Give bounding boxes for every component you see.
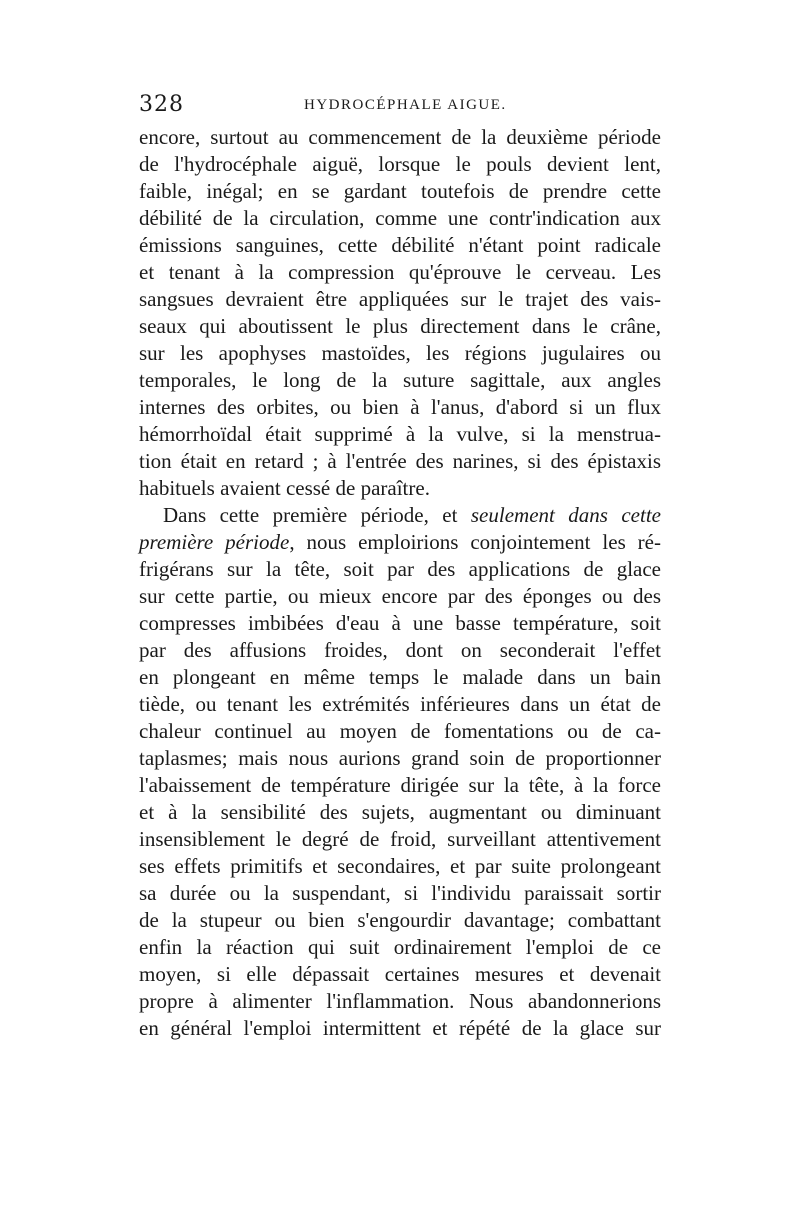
text-line bbox=[139, 988, 661, 1015]
line-text: par des affusions froides, dont on seconderait l'effet bbox=[139, 638, 661, 662]
line-text: moyen, si elle dépassait certaines mesures et devenait bbox=[139, 962, 661, 986]
line-text: Dans cette première période, et bbox=[163, 503, 471, 527]
text-line bbox=[139, 259, 661, 286]
line-text: propre à alimenter l'inflammation. Nous abandonnerions bbox=[139, 989, 661, 1013]
line-text: , nous emploirions conjointement les ré- bbox=[289, 530, 661, 554]
body-text bbox=[139, 124, 661, 1042]
line-text: habituels avaient cessé de paraître. bbox=[139, 476, 430, 500]
line-text: internes des orbites, ou bien à l'anus, d'abord si un flux bbox=[139, 395, 661, 419]
text-line bbox=[139, 124, 661, 151]
page-number: 328 bbox=[139, 92, 184, 117]
text-line bbox=[139, 475, 661, 502]
text-line bbox=[139, 745, 661, 772]
line-text: enfin la réaction qui suit ordinairement l'emploi de ce bbox=[139, 935, 661, 959]
line-text: sa durée ou la suspendant, si l'individu paraissait sortir bbox=[139, 881, 661, 905]
line-text: tiède, ou tenant les extrémités inférieures dans un état de bbox=[139, 692, 661, 716]
line-text: taplasmes; mais nous aurions grand soin de proportionner bbox=[139, 746, 661, 770]
line-text: faible, inégal; en se gardant toutefois de prendre cette bbox=[139, 179, 661, 203]
line-text: sur cette partie, ou mieux encore par des éponges ou des bbox=[139, 584, 661, 608]
text-line bbox=[139, 934, 661, 961]
line-text: sangsues devraient être appliquées sur le trajet des vais- bbox=[139, 287, 661, 311]
text-line bbox=[139, 691, 661, 718]
text-line bbox=[139, 799, 661, 826]
text-line bbox=[139, 853, 661, 880]
text-line bbox=[139, 772, 661, 799]
line-text: frigérans sur la tête, soit par des applications de glace bbox=[139, 557, 661, 581]
emphasized-text: première période bbox=[139, 530, 290, 554]
text-line bbox=[139, 448, 661, 475]
text-line bbox=[139, 907, 661, 934]
line-text: l'abaissement de température dirigée sur la tête, à la force bbox=[139, 773, 661, 797]
emphasized-text: seulement dans cette bbox=[470, 503, 661, 527]
line-text: de la stupeur ou bien s'engourdir davantage; combattant bbox=[139, 908, 661, 932]
running-head bbox=[139, 92, 661, 118]
text-line bbox=[139, 610, 661, 637]
line-text: temporales, le long de la suture sagittale, aux angles bbox=[139, 368, 661, 392]
line-text: et à la sensibilité des sujets, augmentant ou diminuant bbox=[139, 800, 661, 824]
text-line bbox=[139, 583, 661, 610]
text-line bbox=[139, 556, 661, 583]
text-line bbox=[139, 637, 661, 664]
line-text: insensiblement le degré de froid, surveillant attentivement bbox=[139, 827, 661, 851]
text-line bbox=[139, 664, 661, 691]
text-line bbox=[139, 826, 661, 853]
text-line bbox=[139, 313, 661, 340]
text-line bbox=[139, 880, 661, 907]
text-line bbox=[139, 205, 661, 232]
line-text: en général l'emploi intermittent et répété de la glace sur bbox=[139, 1016, 661, 1040]
text-line bbox=[139, 232, 661, 259]
line-text: ses effets primitifs et secondaires, et par suite prolongeant bbox=[139, 854, 661, 878]
text-line bbox=[139, 394, 661, 421]
text-line bbox=[139, 178, 661, 205]
text-line bbox=[139, 367, 661, 394]
text-line bbox=[139, 151, 661, 178]
text-line bbox=[139, 1015, 661, 1042]
line-text: émissions sanguines, cette débilité n'étant point radicale bbox=[139, 233, 661, 257]
line-text: en plongeant en même temps le malade dans un bain bbox=[139, 665, 661, 689]
text-line bbox=[139, 502, 661, 529]
line-text: compresses imbibées d'eau à une basse température, soit bbox=[139, 611, 661, 635]
text-line bbox=[139, 529, 661, 556]
running-title: HYDROCÉPHALE AIGUE. bbox=[304, 97, 507, 113]
line-text: débilité de la circulation, comme une contr'indication aux bbox=[139, 206, 661, 230]
line-text: et tenant à la compression qu'éprouve le cerveau. Les bbox=[139, 260, 661, 284]
text-line bbox=[139, 421, 661, 448]
line-text: sur les apophyses mastoïdes, les régions jugulaires ou bbox=[139, 341, 661, 365]
line-text: de l'hydrocéphale aiguë, lorsque le pouls devient lent, bbox=[139, 152, 661, 176]
line-text: tion était en retard ; à l'entrée des narines, si des épistaxis bbox=[139, 449, 661, 473]
text-line bbox=[139, 961, 661, 988]
line-text: hémorrhoïdal était supprimé à la vulve, si la menstrua- bbox=[139, 422, 661, 446]
line-text: encore, surtout au commencement de la deuxième période bbox=[139, 125, 661, 149]
text-line bbox=[139, 340, 661, 367]
text-line bbox=[139, 718, 661, 745]
line-text: chaleur continuel au moyen de fomentations ou de ca- bbox=[139, 719, 661, 743]
text-line bbox=[139, 286, 661, 313]
line-text: seaux qui aboutissent le plus directement dans le crâne, bbox=[139, 314, 661, 338]
